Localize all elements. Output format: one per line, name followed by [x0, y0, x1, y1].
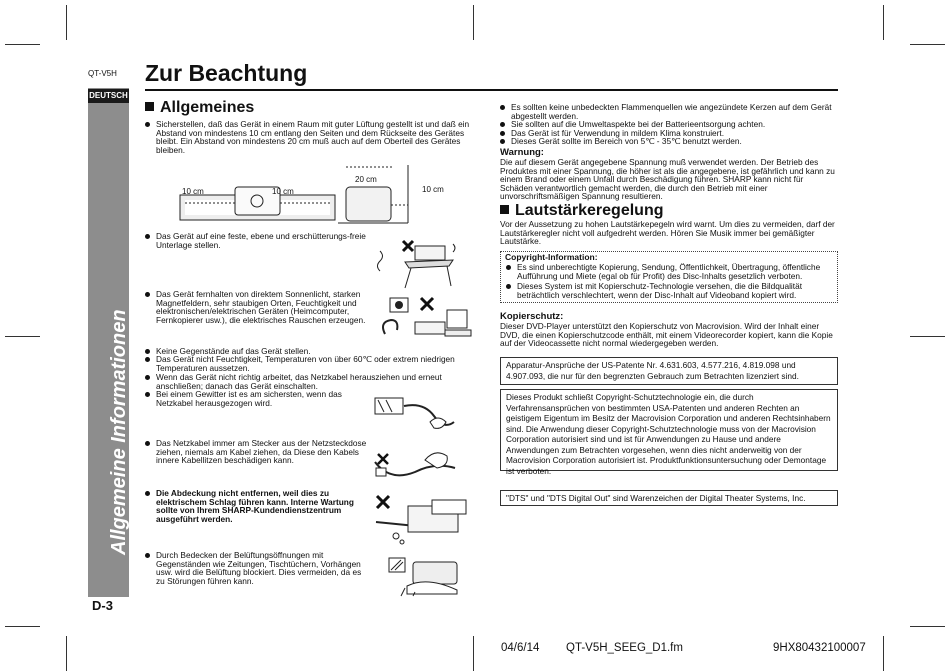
list-item: Das Gerät nicht Feuchtigkeit, Temperaturen von über 60℃ oder extrem niedrigen Temperaturen aussetzen. — [145, 355, 485, 372]
unstable-surface-illustration — [375, 236, 455, 291]
list-item: Dieses Gerät sollte im Bereich von 5℃ - 35℃ benutzt werden. — [500, 137, 838, 146]
footer-code: 9HX80432100007 — [773, 642, 866, 654]
list-item: Das Gerät fernhalten von direktem Sonnenlicht, starken Magnetfeldern, sehr staubigen Orten, Feuchtigkeit und elektronischen/elektrischen Geräten (Heimcomputer, Fernkopierer usw.), die elektrisches Rauschen erzeugen. — [145, 290, 367, 324]
dimension-label: 10 cm — [422, 185, 444, 194]
interference-illustration — [375, 294, 475, 344]
dimension-label: 20 cm — [355, 175, 377, 184]
warning-title: Warnung: — [500, 147, 544, 158]
page-number: D-3 — [92, 598, 113, 613]
square-bullet-icon — [500, 205, 509, 214]
list-item: Das Gerät ist für Verwendung in mildem Klima konstruiert. — [500, 129, 838, 138]
crop-mark — [473, 636, 474, 671]
copyright-info-title: Copyright-Information: — [505, 252, 598, 262]
crop-mark — [883, 636, 884, 671]
crop-mark — [910, 626, 945, 627]
sidebar-main-text: Allgemeine Informationen — [108, 309, 130, 555]
crop-mark — [883, 5, 884, 40]
dimension-label: 10 cm — [182, 187, 204, 196]
list-item: Es sollten keine unbedeckten Flammenquellen wie angezündete Kerzen auf dem Gerät abgestellt werden. — [500, 103, 838, 120]
crop-mark — [66, 5, 67, 40]
list-item: Das Gerät auf eine feste, ebene und erschütterungs-freie Unterlage stellen. — [145, 232, 367, 249]
square-bullet-icon — [145, 102, 154, 111]
list-item: Dieses System ist mit Kopierschutz-Technologie versehen, die die Bildqualität beträchtlich verschlechtert, wenn der Disc-Inhalt auf Videoband kopiert wird. — [506, 282, 832, 299]
unplug-illustration — [370, 392, 460, 437]
plug-pull-illustration — [370, 442, 460, 487]
crop-mark — [473, 5, 474, 40]
list-item: Wenn das Gerät nicht richtig arbeitet, das Netzkabel herausziehen und erneut anschließen; danach das Gerät einschalten. — [145, 373, 485, 390]
patents-box: Apparatur-Ansprüche der US-Patente Nr. 4.631.603, 4.577.216, 4.819.098 und 4.907.093, die nur für den begrenzten Gebrauch zum Betrachten lizenziert sind. — [500, 357, 838, 385]
title-rule — [145, 89, 838, 91]
crop-mark — [910, 44, 945, 45]
dts-trademark-box: "DTS" und "DTS Digital Out" sind Warenzeichen der Digital Theater Systems, Inc. — [500, 490, 838, 506]
clearance-diagram-front — [180, 175, 340, 225]
kopierschutz-text: Dieser DVD-Player unterstützt den Kopierschutz von Macrovision. Wird der Inhalt einer DVD, die einen Kopierschutzcode enthält, mit einem Videorecorder kopiert, kann die Kopie auf der Videocassette nicht normal wiedergegeben werden. — [500, 321, 833, 349]
footer-filename: QT-V5H_SEEG_D1.fm — [566, 642, 683, 654]
list-item: Keine Gegenstände auf das Gerät stellen. — [145, 347, 485, 356]
crop-mark — [5, 626, 40, 627]
volume-text: Vor der Aussetzung zu hohen Lautstärkepegeln wird warnt. Um dies zu vermeiden, darf der Lautstärkeregler nicht voll aufgedreht werden. Hören Sie Musik immer bei gemäßigter Lautstärke. — [500, 219, 835, 247]
crop-mark — [66, 636, 67, 671]
kopierschutz-title: Kopierschutz: — [500, 311, 564, 322]
list-item: Bei einem Gewitter ist es am sichersten, wenn das Netzkabel herausgezogen wird. — [145, 390, 367, 407]
crop-mark — [5, 44, 40, 45]
warning-text: Die auf diesem Gerät angegebene Spannung muß verwendet werden. Der Betrieb des Produktes mit einer Spannung, die höher ist als die angegebene, ist gefährlich und kann zu einem Brand oder einem Unfall durch Beschädigung führen. SHARP kann nicht für Schäden verantwortlich gemacht werden, die durch den Betrieb mit einer unvorschriftsmäßigen Spannung resultieren. — [500, 157, 835, 202]
footer-date: 04/6/14 — [501, 642, 540, 654]
blocked-vents-illustration — [385, 552, 465, 597]
crop-mark — [5, 336, 40, 337]
sidebar-caption — [108, 309, 142, 555]
list-item: Durch Bedecken der Belüftungsöffnungen mit Gegenständen wie Zeitungen, Tischtüchern, Vorhängen usw. wird die Belüftung blockiert. Dies vermeiden, da es zu Störungen führen kann. — [145, 551, 367, 585]
list-item: Sie sollten auf die Umweltaspekte bei der Batterieentsorgung achten. — [500, 120, 838, 129]
clearance-diagram-side — [338, 165, 418, 225]
list-item-warning: Die Abdeckung nicht entfernen, weil dies zu elektrischem Schlag führen kann. Interne Wartung sollte von Ihrem SHARP-Kundendienstzentrum ausgeführt werden. — [145, 489, 367, 523]
list-item: Es sind unberechtigte Kopierung, Sendung, Öffentlichkeit, Übertragung, öffentliche Aufführung und Miete (egal ob für Profit) des Disc-Inhalts gesetzlich verboten. — [506, 263, 832, 280]
section-heading-allgemeines: Allgemeines — [145, 99, 254, 117]
macrovision-box: Dieses Produkt schließt Copyright-Schutztechnologie ein, die durch Verfahrensansprüchen von bestimmten USA-Patenten und anderen Rechten an geistigem Eigentum im Besitz der Macrovision Corporation und anderen Rechtsinhabern sind. Die Anwendung dieser Copyright-Schutztechnologie muss von der Macrovision Corporation autorisiert sind und ist für Anwendungen zu Hause und andere Anwendungen zum Betrachten vorgesehen, wenn dies nicht anderweitig von der Macrovision Corporation autorisiert ist. Produktfunktionsuntersuchung oder Demontage ist verboten. — [500, 389, 838, 471]
list-item: Das Netzkabel immer am Stecker aus der Netzsteckdose ziehen, niemals am Kabel ziehen, da Diese den Kabels innere Kabellitzen beschädigen kann. — [145, 439, 367, 465]
sidebar-sub-text: - Zur Beachtung - — [130, 345, 142, 437]
list-item: Sicherstellen, daß das Gerät in einem Raum mit guter Lüftung gestellt ist und daß ein Abstand von mindestens 10 cm entlang den Seiten und dem Rückseite des Gerätes bleibt. Ein Abstand von mindestens 20 cm muß auch auf dem Oberteil des Gerätes bleiben. — [145, 120, 485, 154]
cover-removal-illustration — [372, 492, 472, 547]
dimension-label: 10 cm — [272, 187, 294, 196]
section-heading-lautstaerke: Lautstärkeregelung — [500, 202, 663, 220]
crop-mark — [910, 336, 945, 337]
model-label: QT-V5H — [88, 69, 117, 78]
language-tab: DEUTSCH — [88, 89, 129, 103]
page-title: Zur Beachtung — [145, 60, 308, 86]
